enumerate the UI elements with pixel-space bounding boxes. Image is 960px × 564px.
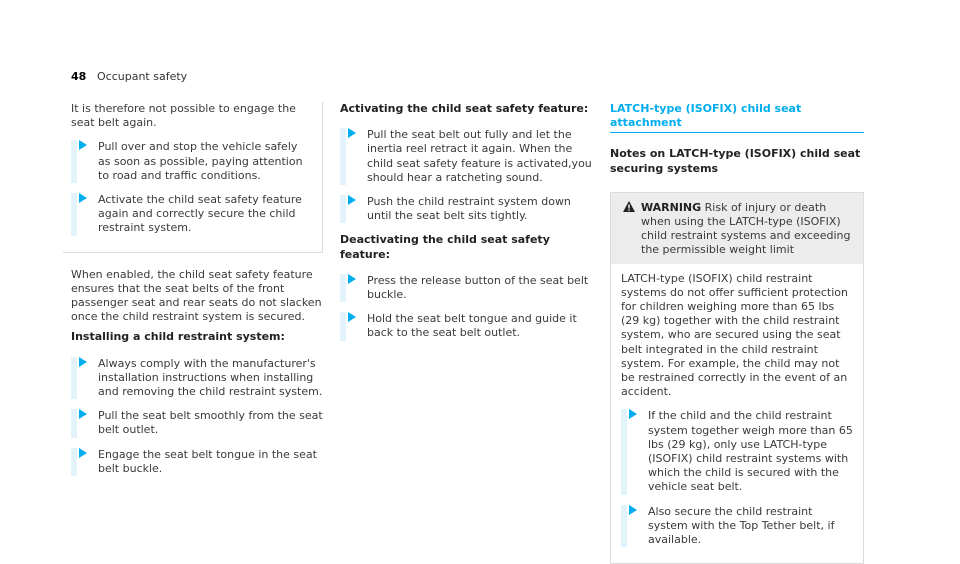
step-text: Push the child restraint system down until the seat belt sits tightly. [367, 195, 571, 223]
list-item [71, 409, 323, 437]
chapter-title: Occupant safety [97, 70, 188, 83]
step-text: Pull over and stop the vehicle safely as soon as possible, paying attention to road and traffic conditions. [98, 140, 303, 182]
seat-safety-description: When enabled, the child seat safety feature ensures that the seat belts of the front passenger seat and rear seats do not slacken once the child restraint system is secured. [71, 267, 322, 324]
warning-header [611, 193, 863, 264]
step-text: If the child and the child restraint system together weigh more than 65 lbs (29 kg), only use LATCH-type (ISOFIX) child restraint systems with which the child is secured with the vehicle seat belt. [648, 409, 853, 494]
step-text: Activate the child seat safety feature again and correctly secure the child restraint system. [98, 193, 302, 235]
activating-heading: Activating the child seat safety feature: [340, 102, 589, 115]
list-item [340, 195, 592, 223]
step-bar [340, 128, 346, 185]
warning-text: Risk of injury or death when using the LATCH-type (ISOFIX) child restraint systems and exceeding the permissible weight limit [641, 200, 851, 257]
step-text: Hold the seat belt tongue and guide it back to the seat belt outlet. [367, 312, 577, 340]
step-bar [340, 195, 346, 223]
step-bar [71, 448, 77, 476]
step-text: Engage the seat belt tongue in the seat belt buckle. [98, 447, 317, 475]
list-item [340, 274, 592, 302]
step-bar [71, 193, 77, 236]
list-item [340, 312, 592, 340]
step-arrow-icon [348, 195, 356, 205]
step-text: Press the release button of the seat belt buckle. [367, 273, 589, 302]
step-arrow-icon [79, 357, 87, 367]
list-item [71, 448, 323, 476]
step-bar [340, 274, 346, 302]
column-middle [340, 102, 592, 351]
warning-triangle-icon [623, 201, 635, 216]
column-left [71, 102, 323, 486]
step-arrow-icon [629, 505, 637, 515]
step-arrow-icon [79, 409, 87, 419]
list-item [621, 505, 853, 548]
installing-heading: Installing a child restraint system: [71, 330, 285, 344]
section-title: LATCH-type (ISOFIX) child seat attachment [610, 102, 864, 133]
step-text: Always comply with the manufacturer's installation instructions when installing and removing the child restraint system. [98, 356, 323, 399]
warning-label: WARNING [641, 200, 702, 214]
step-arrow-icon [348, 274, 356, 284]
step-text: Also secure the child restraint system with the Top Tether belt, if available. [648, 504, 835, 547]
warning-body [611, 264, 863, 564]
list-item [71, 357, 323, 400]
step-bar [621, 505, 627, 548]
step-bar [71, 140, 77, 183]
note-intro: It is therefore not possible to engage the seat belt again. [71, 102, 296, 130]
step-arrow-icon [348, 312, 356, 322]
deactivating-heading: Deactivating the child seat safety feature: [340, 233, 550, 261]
step-bar [71, 357, 77, 400]
warning-box [610, 192, 864, 564]
step-text: Pull the seat belt smoothly from the seat belt outlet. [98, 409, 323, 437]
list-item [340, 128, 592, 185]
list-item [71, 193, 312, 236]
continued-note-box [63, 102, 323, 253]
step-arrow-icon [79, 193, 87, 203]
step-arrow-icon [629, 409, 637, 419]
warning-body-text: LATCH-type (ISOFIX) child restraint systems do not offer sufficient protection for children weighing more than 65 lbs (29 kg) together with the child restraint system, who are secured using the seat belt integrated in the child restraint system. For example, the child may not be restrained correctly in the event of an accident. [621, 271, 848, 399]
step-arrow-icon [348, 128, 356, 138]
step-bar [340, 312, 346, 340]
column-right [610, 102, 864, 564]
page-number: 48 [71, 70, 87, 83]
notes-heading: Notes on LATCH-type (ISOFIX) child seat securing systems [610, 147, 861, 175]
step-bar [621, 409, 627, 494]
step-bar [71, 409, 77, 437]
step-arrow-icon [79, 448, 87, 458]
step-text: Pull the seat belt out fully and let the inertia reel retract it again. When the child seat safety feature is activated,you should hear a ratcheting sound. [367, 128, 592, 184]
list-item [71, 140, 312, 183]
step-arrow-icon [79, 140, 87, 150]
list-item [621, 409, 853, 494]
